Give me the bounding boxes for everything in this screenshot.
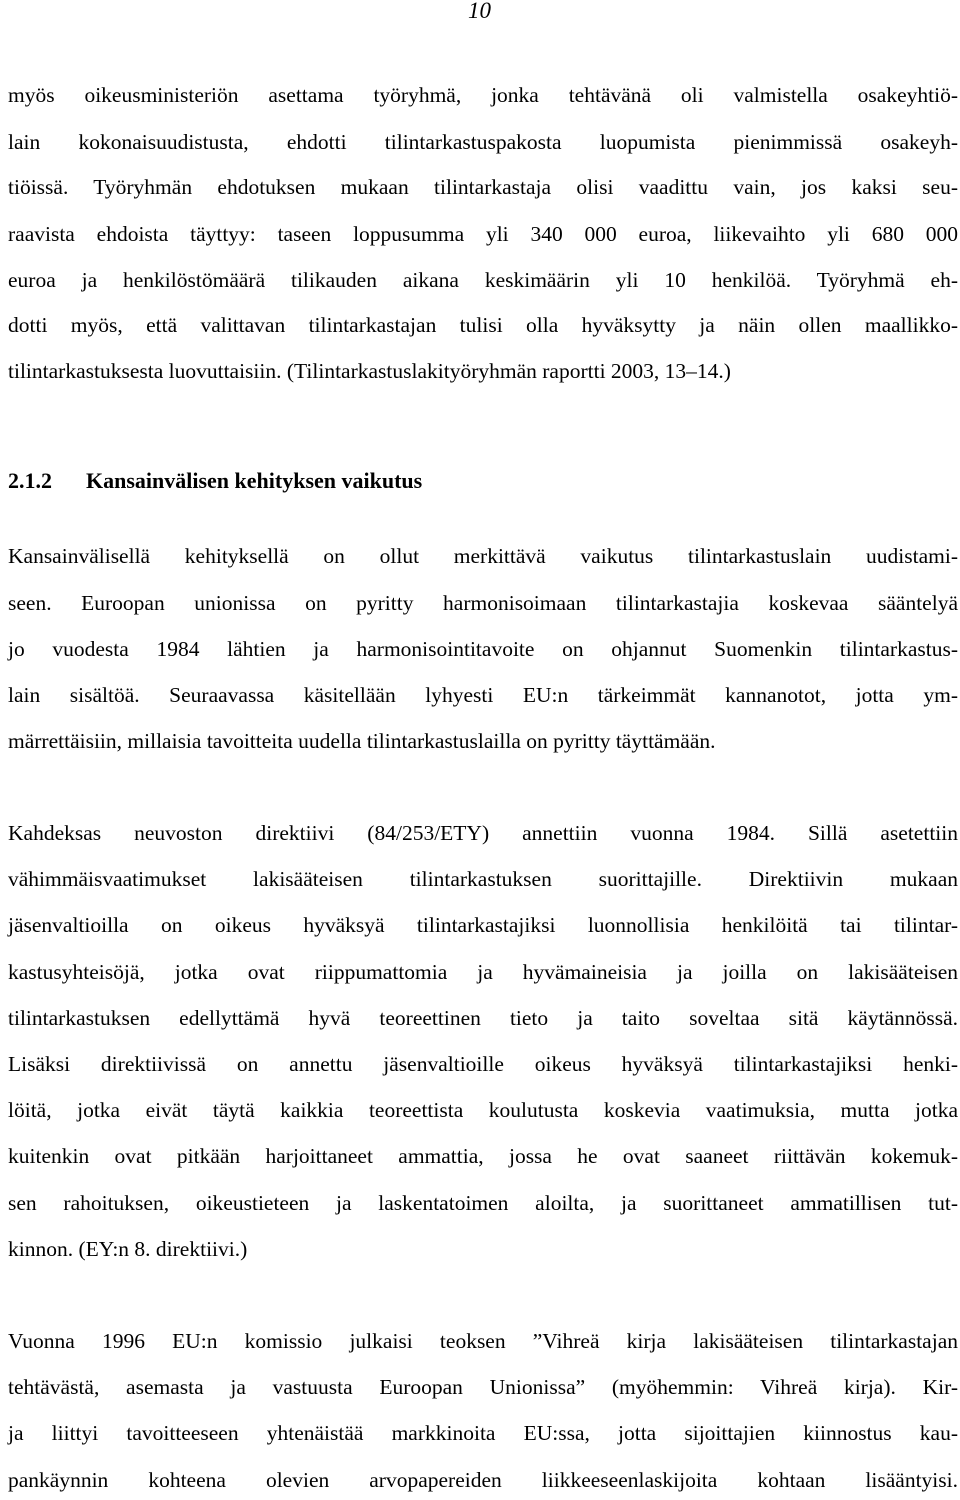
paragraph-3-line-10: kinnon. (EY:n 8. direktiivi.) bbox=[8, 1237, 248, 1261]
section-number: 2.1.2 bbox=[8, 468, 52, 493]
paragraph-4-line-2: tehtävästä, asemasta ja vastuusta Euroopan Unionissa” (myöhemmin: Vihreä kirja). Kir- bbox=[8, 1375, 958, 1399]
paragraph-3-line-9: sen rahoituksen, oikeustieteen ja laskentatoimen aloilta, ja suorittaneet ammatillisen tut- bbox=[8, 1191, 958, 1215]
paragraph-4-line-1: Vuonna 1996 EU:n komissio julkaisi teoksen ”Vihreä kirja lakisääteisen tilintarkastajan bbox=[8, 1329, 958, 1353]
paragraph-3-line-4: kastusyhteisöjä, jotka ovat riippumattomia ja hyvämaineisia ja joilla on lakisääteisen bbox=[8, 960, 958, 984]
page-number: 10 bbox=[468, 0, 491, 23]
paragraph-4-line-4: pankäynnin kohteena olevien arvopapereiden liikkeeseenlaskijoita kohtaan lisääntyisi. bbox=[8, 1468, 958, 1492]
section-heading bbox=[8, 461, 422, 501]
paragraph-2-line-2: seen. Euroopan unionissa on pyritty harmonisoimaan tilintarkastajia koskevaa sääntelyä bbox=[8, 591, 958, 615]
paragraph-2-line-5: märrettäisiin, millaisia tavoitteita uudella tilintarkastuslailla on pyritty täyttämään. bbox=[8, 729, 716, 753]
paragraph-1-line-7: tilintarkastuksesta luovuttaisiin. (Tilintarkastuslakityöryhmän raportti 2003, 13–14.) bbox=[8, 359, 731, 383]
paragraph-1-line-3: tiöissä. Työryhmän ehdotuksen mukaan tilintarkastaja olisi vaadittu vain, jos kaksi seu- bbox=[8, 175, 958, 199]
paragraph-3-line-7: löitä, jotka eivät täytä kaikkia teoreettista koulutusta koskevia vaatimuksia, mutta jotka bbox=[8, 1098, 958, 1122]
paragraph-3-line-5: tilintarkastuksen edellyttämä hyvä teoreettinen tieto ja taito soveltaa sitä käytännössä. bbox=[8, 1006, 958, 1030]
paragraph-1-line-2: lain kokonaisuudistusta, ehdotti tilintarkastuspakosta luopumista pienimmissä osakeyh- bbox=[8, 130, 958, 154]
paragraph-3-line-6: Lisäksi direktiivissä on annettu jäsenvaltioille oikeus hyväksyä tilintarkastajiksi henki- bbox=[8, 1052, 958, 1076]
paragraph-3-line-2: vähimmäisvaatimukset lakisääteisen tilintarkastuksen suorittajille. Direktiivin mukaan bbox=[8, 867, 958, 891]
paragraph-2-line-3: jo vuodesta 1984 lähtien ja harmonisointitavoite on ohjannut Suomenkin tilintarkastus- bbox=[8, 637, 958, 661]
paragraph-3-line-3: jäsenvaltioilla on oikeus hyväksyä tilintarkastajiksi luonnollisia henkilöitä tai tilintar- bbox=[8, 913, 958, 937]
paragraph-1-line-5: euroa ja henkilöstömäärä tilikauden aikana keskimäärin yli 10 henkilöä. Työryhmä eh- bbox=[8, 268, 958, 292]
paragraph-4-line-3: ja liittyi tavoitteeseen yhtenäistää markkinoita EU:ssa, jotta sijoittajien kiinnostus kau- bbox=[8, 1421, 958, 1445]
paragraph-3-line-1: Kahdeksas neuvoston direktiivi (84/253/ETY) annettiin vuonna 1984. Sillä asetettiin bbox=[8, 821, 958, 845]
section-title: Kansainvälisen kehityksen vaikutus bbox=[86, 468, 423, 493]
paragraph-2-line-4: lain sisältöä. Seuraavassa käsitellään lyhyesti EU:n tärkeimmät kannanotot, jotta ym- bbox=[8, 683, 958, 707]
paragraph-2-line-1: Kansainvälisellä kehityksellä on ollut merkittävä vaikutus tilintarkastuslain uudistami- bbox=[8, 544, 958, 568]
paragraph-1-line-4: raavista ehdoista täyttyy: taseen loppusumma yli 340 000 euroa, liikevaihto yli 680 000 bbox=[8, 222, 958, 246]
paragraph-1-line-6: dotti myös, että valittavan tilintarkastajan tulisi olla hyväksytty ja näin ollen maallikko- bbox=[8, 313, 958, 337]
paragraph-3-line-8: kuitenkin ovat pitkään harjoittaneet ammattia, jossa he ovat saaneet riittävän kokemuk- bbox=[8, 1144, 958, 1168]
paragraph-1-line-1: myös oikeusministeriön asettama työryhmä, jonka tehtävänä oli valmistella osakeyhtiö- bbox=[8, 83, 958, 107]
